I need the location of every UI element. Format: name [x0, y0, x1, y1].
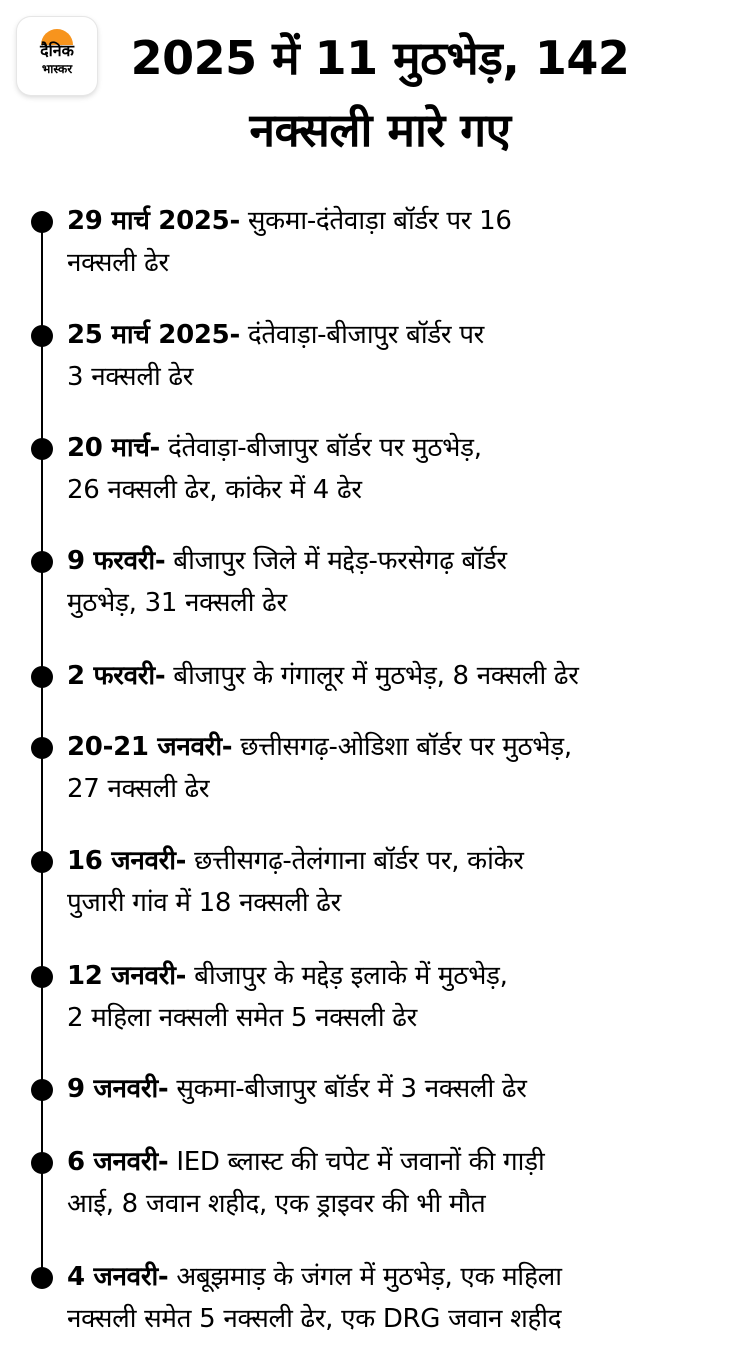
event-desc-line2: 3 नक्सली ढेर	[67, 362, 194, 392]
event-desc-line1: अबूझमाड़ के जंगल में मुठभेड़, एक महिला	[168, 1262, 562, 1292]
event-date: 20-21 जनवरी-	[67, 732, 233, 762]
event-desc-line2: आई, 8 जवान शहीद, एक ड्राइवर की भी मौत	[67, 1189, 486, 1219]
event-desc-line2: 27 नक्सली ढेर	[67, 774, 210, 804]
timeline-dot-icon	[31, 851, 53, 873]
page-title	[60, 22, 700, 166]
event-desc-line1: सुकमा-बीजापुर बॉर्डर में 3 नक्सली ढेर	[168, 1074, 527, 1104]
event-desc-line2: मुठभेड़, 31 नक्सली ढेर	[67, 588, 287, 618]
timeline-dot-icon	[31, 737, 53, 759]
timeline-item-text	[67, 540, 707, 624]
timeline-dot-icon	[31, 1267, 53, 1289]
event-date: 4 जनवरी-	[67, 1262, 169, 1292]
event-date: 25 मार्च 2025-	[67, 320, 240, 350]
event-desc-line1: छत्तीसगढ़-ओडिशा बॉर्डर पर मुठभेड़,	[232, 732, 572, 762]
event-desc-line2: नक्सली ढेर	[67, 248, 169, 278]
event-desc-line1: दंतेवाड़ा-बीजापुर बॉर्डर पर	[239, 320, 485, 350]
event-date: 20 मार्च-	[67, 433, 161, 463]
event-desc-line2: 26 नक्सली ढेर, कांकेर में 4 ढेर	[67, 475, 362, 505]
timeline-item-text	[67, 840, 707, 924]
timeline-dot-icon	[31, 1152, 53, 1174]
timeline-dot-icon	[31, 551, 53, 573]
timeline-item-text	[67, 726, 707, 810]
timeline-item-text	[67, 314, 707, 398]
event-date: 6 जनवरी-	[67, 1147, 169, 1177]
timeline-item-text	[67, 1141, 707, 1225]
event-desc-line2: पुजारी गांव में 18 नक्सली ढेर	[67, 888, 341, 918]
logo-text-line1: दैनिक	[40, 41, 74, 60]
event-desc-line1: सुकमा-दंतेवाड़ा बॉर्डर पर 16	[239, 206, 512, 236]
event-desc-line1: IED ब्लास्ट की चपेट में जवानों की गाड़ी	[168, 1147, 545, 1177]
event-date: 9 जनवरी-	[67, 1074, 169, 1104]
event-desc-line1: बीजापुर के मद्देड़ इलाके में मुठभेड़,	[186, 961, 508, 991]
timeline-item-text	[67, 1068, 707, 1110]
timeline-item-text	[67, 655, 707, 697]
event-desc-line1: छत्तीसगढ़-तेलंगाना बॉर्डर पर, कांकेर	[186, 846, 524, 876]
timeline-item-text	[67, 1256, 707, 1340]
event-date: 2 फरवरी-	[67, 661, 166, 691]
timeline-dot-icon	[31, 438, 53, 460]
timeline-dot-icon	[31, 211, 53, 233]
title-line1: 2025 में 11 मुठभेड़, 142	[130, 31, 630, 85]
logo-text-line2: भास्कर	[41, 62, 73, 76]
event-date: 29 मार्च 2025-	[67, 206, 240, 236]
timeline-dot-icon	[31, 325, 53, 347]
event-date: 9 फरवरी-	[67, 546, 166, 576]
event-desc-line2: 2 महिला नक्सली समेत 5 नक्सली ढेर	[67, 1003, 417, 1033]
timeline-item-text	[67, 427, 707, 511]
event-desc-line2: नक्सली समेत 5 नक्सली ढेर, एक DRG जवान शहीद	[67, 1304, 562, 1334]
title-line2: नक्सली मारे गए	[249, 103, 511, 157]
timeline-dot-icon	[31, 666, 53, 688]
timeline-item-text	[67, 200, 707, 284]
timeline-item-text	[67, 955, 707, 1039]
event-date: 16 जनवरी-	[67, 846, 187, 876]
timeline-dot-icon	[31, 966, 53, 988]
event-desc-line1: दंतेवाड़ा-बीजापुर बॉर्डर पर मुठभेड़,	[160, 433, 482, 463]
event-desc-line1: बीजापुर के गंगालूर में मुठभेड़, 8 नक्सली ढेर	[165, 661, 579, 691]
timeline-dot-icon	[31, 1079, 53, 1101]
event-desc-line1: बीजापुर जिले में मद्देड़-फरसेगढ़ बॉर्डर	[165, 546, 507, 576]
event-date: 12 जनवरी-	[67, 961, 187, 991]
